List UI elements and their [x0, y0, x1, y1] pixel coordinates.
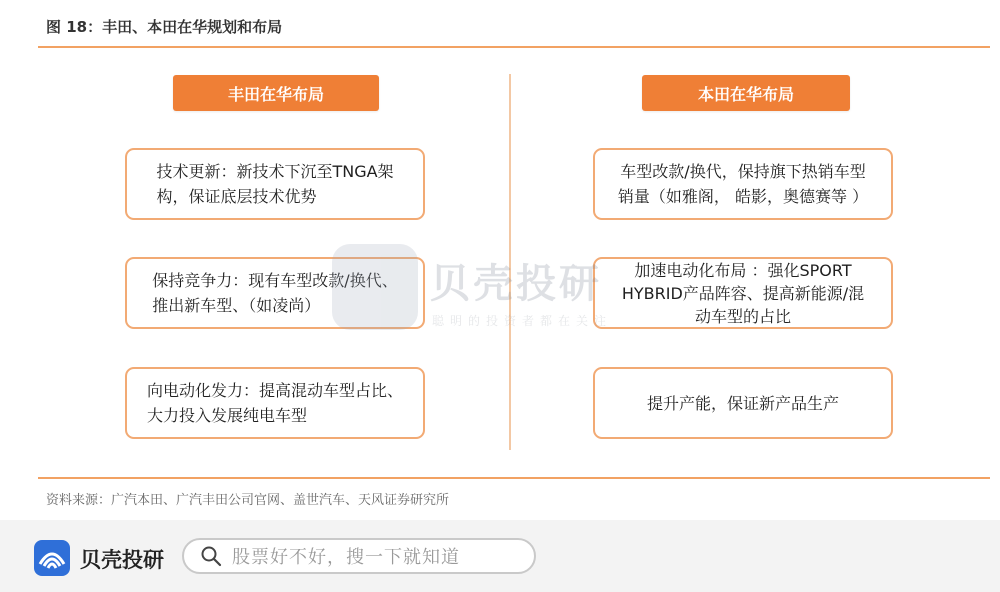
left-card-3-text: 向电动化发力：提高混动车型占比、 大力投入发展纯电车型: [146, 381, 403, 425]
left-card-2-text: 保持竞争力：现有车型改款/换代、 推出新车型、（如凌尚）: [152, 271, 398, 315]
right-card-2: [593, 257, 893, 329]
search-input[interactable]: [182, 538, 536, 574]
right-card-3: [593, 367, 893, 439]
center-divider: [509, 74, 511, 450]
left-header: 丰田在华布局: [173, 75, 379, 111]
bottom-app-bar: [0, 520, 1000, 592]
search-placeholder: 股票好不好，搜一下就知道: [232, 547, 460, 568]
watermark-name: 贝壳投研: [430, 261, 602, 307]
right-card-1-text: 车型改款/换代，保持旗下热销车型 销量（如雅阁， 皓影，奥德赛等 ）: [617, 162, 869, 206]
left-card-1: [125, 148, 425, 220]
search-icon: [200, 545, 222, 567]
right-header: 本田在华布局: [642, 75, 850, 111]
left-card-1-text: 技术更新：新技术下沉至TNGA架 构，保证底层技术优势: [156, 162, 394, 206]
source-note: 资料来源：广汽本田、广汽丰田公司官网、盖世汽车、天风证券研究所: [46, 493, 450, 508]
left-card-2: [125, 257, 425, 329]
right-card-1: [593, 148, 893, 220]
bottom-divider: [38, 477, 990, 479]
beike-shell-logo-icon[interactable]: [34, 540, 70, 576]
figure-title: 图 18：丰田、本田在华规划和布局: [46, 18, 283, 36]
top-divider: [38, 46, 990, 48]
left-card-3: [125, 367, 425, 439]
app-name[interactable]: 贝壳投研: [80, 548, 164, 572]
watermark-slogan: 聪明的投资者都在关注: [432, 314, 613, 328]
right-card-2-text: 加速电动化布局 ：强化SPORT HYBRID产品阵容、提高新能源/混 动车型的占比: [621, 260, 865, 326]
right-card-3-text: 提升产能，保证新产品生产: [646, 393, 839, 413]
